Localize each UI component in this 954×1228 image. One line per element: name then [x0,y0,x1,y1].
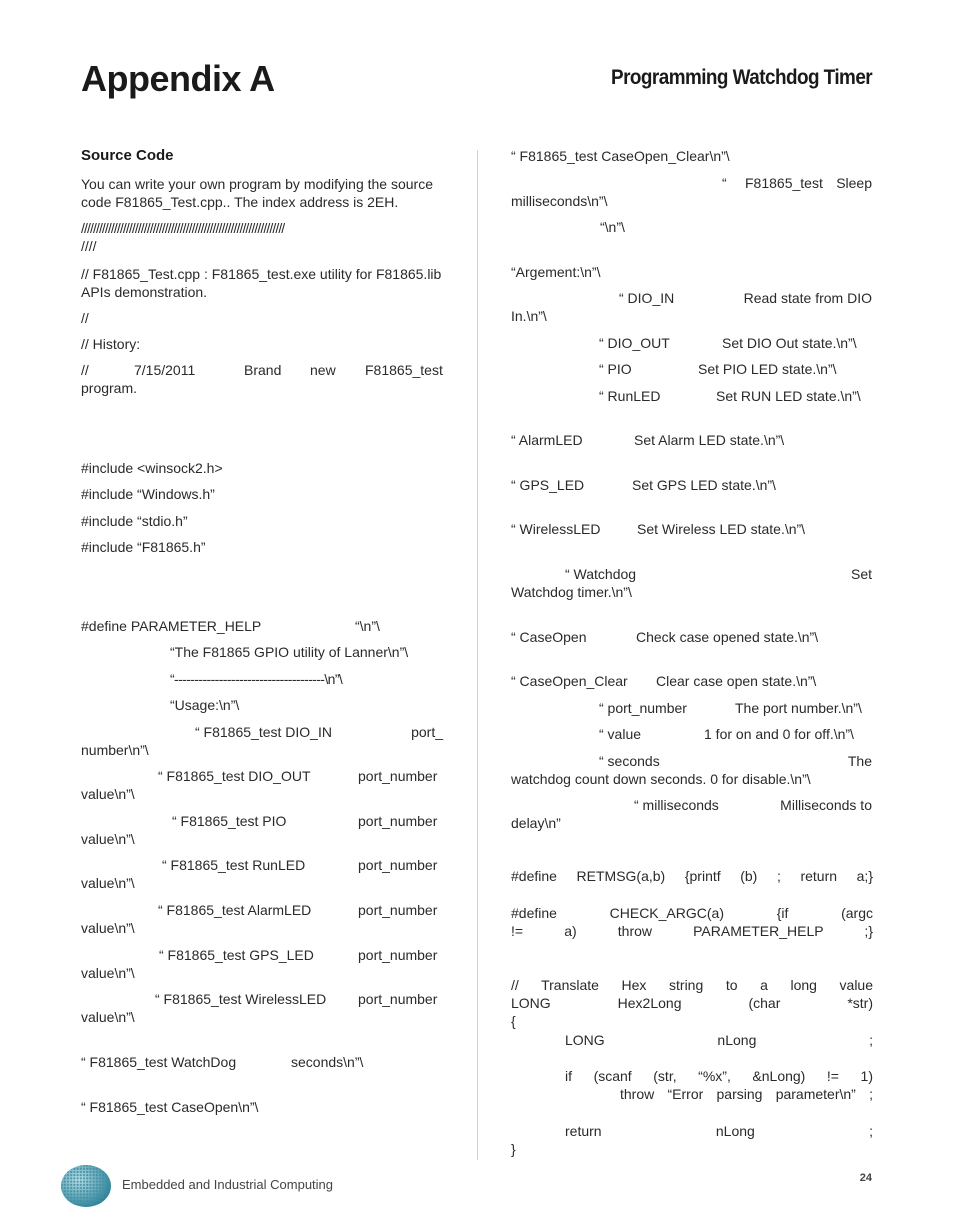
usage-dio-in-port: port_ [411,724,443,740]
usage-watchdog: “ F81865_test WatchDog [81,1054,237,1070]
history-program-name: F81865_test [365,362,443,378]
usage-dio-out: “ F81865_test DIO_OUT [158,768,311,784]
arg-port-number: “ port_number [599,700,687,716]
usage-gps-led-cont: value\n”\ [81,965,135,981]
define-parameter-value: “\n”\ [355,618,380,634]
usage-alarmled-port: port_number [358,902,438,918]
column-divider [477,150,478,1160]
usage-wirelessled-cont: value\n”\ [81,1009,135,1025]
usage-pio: “ F81865_test PIO [172,813,287,829]
usage-wirelessled-port: port_number [358,991,438,1007]
slashes-line-2: //// [81,238,97,254]
history-date: 7/15/2011 [134,362,196,378]
newline-line: “\n”\ [600,219,625,235]
usage-wirelessled: “ F81865_test WirelessLED [155,991,327,1007]
company-logo-icon [60,1164,112,1208]
comment-line-1a: // F81865_Test.cpp : F81865_test.exe utility for F81865.lib [81,266,442,282]
slashes-line-1: //////////////////////////////////////////////////////////////////// [81,220,285,236]
arg-port-number-desc: The port number.\n”\ [735,700,862,716]
usage-caseopen-clear: “ F81865_test CaseOpen_Clear\n”\ [511,148,730,164]
chapter-title: Appendix A [81,58,275,99]
code-declare-nlong: LONG nLong ; [565,1032,873,1048]
page-number: 24 [859,1172,872,1184]
comment-line-2: // [81,310,89,326]
usage-caseopen: “ F81865_test CaseOpen\n”\ [81,1099,259,1115]
usage-runled-port: port_number [358,857,438,873]
usage-sleep: Sleep [836,175,872,191]
arg-dio-out: “ DIO_OUT [599,335,670,351]
arg-watchdog-set: Set [850,566,872,582]
argument-heading: “Argement:\n”\ [511,264,601,280]
arg-dio-in-desc: Read state from DIO [743,290,872,306]
arg-seconds: “ seconds [599,753,660,769]
arg-pio-desc: Set PIO LED state.\n”\ [698,361,837,377]
history-program: program. [81,380,138,396]
define-check-argc-1: #define CHECK_ARGC(a) {if (argc [511,905,873,921]
code-close-brace: } [511,1141,516,1157]
arg-runled-desc: Set RUN LED state.\n”\ [716,388,861,404]
usage-dio-out-port: port_number [358,768,438,784]
arg-value: “ value [599,726,642,742]
arg-caseopen-clear: “ CaseOpen_Clear [511,673,628,689]
usage-alarmled-cont: value\n”\ [81,920,135,936]
arg-caseopen-desc: Check case opened state.\n”\ [636,629,819,645]
code-comment-translate: // Translate Hex string to a long value [511,977,873,993]
arg-seconds-cont: watchdog count down seconds. 0 for disable.\n”\ [511,771,811,787]
history-brand: Brand [244,362,282,378]
footer-company-text: Embedded and Industrial Computing [122,1177,334,1192]
include-stdio: #include “stdio.h” [81,513,188,529]
arg-caseopen: “ CaseOpen [511,629,587,645]
arg-wirelessled-desc: Set Wireless LED state.\n”\ [637,521,806,537]
arg-watchdog: “ Watchdog [565,566,637,582]
usage-runled-cont: value\n”\ [81,875,135,891]
arg-alarmled-desc: Set Alarm LED state.\n”\ [634,432,785,448]
usage-gps-led-port: port_number [358,947,438,963]
comment-line-1b: APIs demonstration. [81,284,208,300]
include-windows: #include “Windows.h” [81,486,215,502]
define-parameter-help: #define PARAMETER_HELP [81,618,262,634]
usage-dio-in-cont: number\n”\ [81,742,149,758]
comment-history: // History: [81,336,141,352]
usage-runled: “ F81865_test RunLED [162,857,306,873]
arg-dio-out-desc: Set DIO Out state.\n”\ [722,335,857,351]
history-new: new [310,362,336,378]
include-winsock: #include <winsock2.h> [81,460,223,476]
arg-gps-led: “ GPS_LED [511,477,585,493]
code-open-brace: { [511,1013,516,1029]
define-check-argc-2: != a) throw PARAMETER_HELP ;} [511,923,873,939]
arg-milliseconds-desc: Milliseconds to [780,797,872,813]
arg-dio-in: “ DIO_IN [619,290,675,306]
arg-dio-in-cont: In.\n”\ [511,308,547,324]
arg-watchdog-cont: Watchdog timer.\n”\ [511,584,632,600]
history-slash: // [81,362,89,378]
code-return: return nLong ; [565,1123,873,1139]
define-retmsg: #define RETMSG(a,b) {printf (b) ; return a;} [511,868,873,884]
usage-dio-in: “ F81865_test DIO_IN [195,724,332,740]
arg-gps-led-desc: Set GPS LED state.\n”\ [632,477,776,493]
intro-line-2: code F81865_Test.cpp.. The index address is 2EH. [81,194,399,210]
usage-gps-led: “ F81865_test GPS_LED [159,947,314,963]
source-code-heading: Source Code [81,147,174,164]
section-title: Programming Watchdog Timer [610,66,872,89]
arg-seconds-desc: The [847,753,872,769]
usage-watchdog-seconds: seconds\n”\ [291,1054,364,1070]
include-f81865: #include “F81865.h” [81,539,206,555]
arg-wirelessled: “ WirelessLED [511,521,601,537]
code-if-scanf: if (scanf (str, “%x”, &nLong) != 1) [565,1068,873,1084]
intro-line-1: You can write your own program by modifying the source [81,176,433,192]
usage-dio-out-cont: value\n”\ [81,786,135,802]
usage-pio-cont: value\n”\ [81,831,135,847]
arg-pio: “ PIO [599,361,632,377]
help-line-1: “The F81865 GPIO utility of Lanner\n”\ [170,644,409,660]
arg-milliseconds: “ milliseconds [634,797,719,813]
arg-value-desc: 1 for on and 0 for off.\n”\ [704,726,854,742]
usage-sleep-cont: milliseconds\n”\ [511,193,608,209]
code-throw-error: throw “Error parsing parameter\n” ; [620,1086,873,1102]
usage-pio-port: port_number [358,813,438,829]
arg-alarmled: “ AlarmLED [511,432,583,448]
usage-sleep-prog: F81865_test [745,175,823,191]
code-function-signature: LONG Hex2Long (char *str) [511,995,873,1011]
usage-alarmled: “ F81865_test AlarmLED [158,902,312,918]
arg-caseopen-clear-desc: Clear case open state.\n”\ [656,673,817,689]
usage-sleep-quote: “ [722,175,727,191]
arg-milliseconds-cont: delay\n” [511,815,561,831]
arg-runled: “ RunLED [599,388,661,404]
help-line-2: “-------------------------------------\n”\ [170,671,343,687]
help-line-3: “Usage:\n”\ [170,697,240,713]
